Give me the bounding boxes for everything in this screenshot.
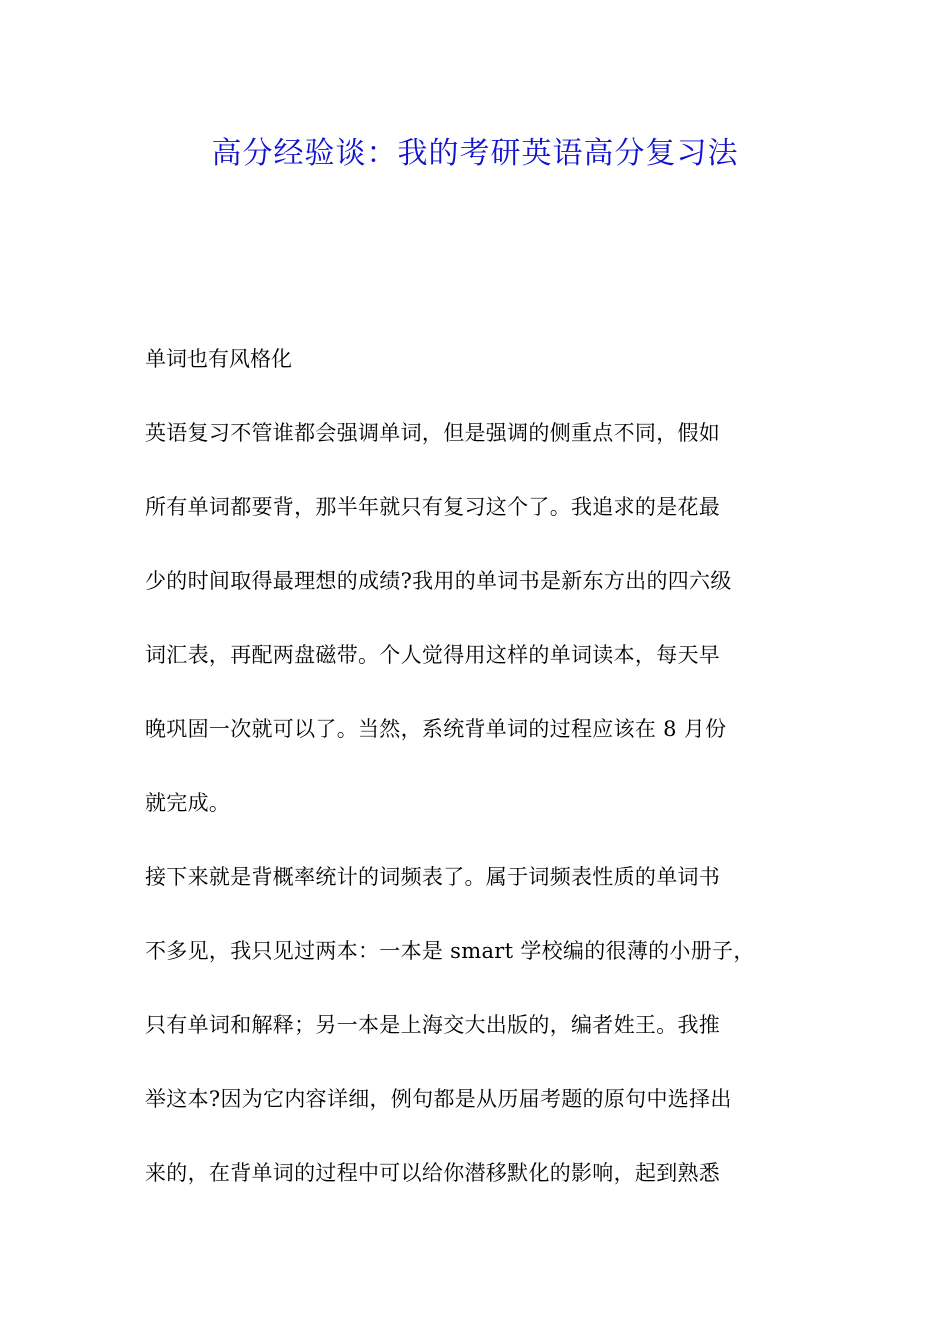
paragraph-line: 只有单词和解释；另一本是上海交大出版的，编者姓王。我推	[145, 1013, 721, 1037]
paragraph-line: 举这本?因为它内容详细，例句都是从历届考题的原句中选择出	[145, 1087, 732, 1111]
paragraph-2	[145, 859, 809, 1192]
paragraph-line: 英语复习不管谁都会强调单词，但是强调的侧重点不同，假如	[145, 421, 721, 445]
paragraph-line: 所有单词都要背，那半年就只有复习这个了。我追求的是花最	[145, 495, 721, 519]
paragraph-line: 不多见，我只见过两本：一本是 smart 学校编的很薄的小册子，	[145, 939, 755, 963]
paragraph-line: 就完成。	[145, 791, 231, 815]
paragraph-1	[145, 415, 809, 822]
paragraph-line: 晚巩固一次就可以了。当然，系统背单词的过程应该在 8 月份	[145, 717, 727, 741]
paragraph-line: 词汇表，再配两盘磁带。个人觉得用这样的单词读本，每天早	[145, 643, 721, 667]
document-body	[145, 341, 809, 1229]
paragraph-line: 少的时间取得最理想的成绩?我用的单词书是新东方出的四六级	[145, 569, 732, 593]
paragraph-line: 接下来就是背概率统计的词频表了。属于词频表性质的单词书	[145, 865, 721, 889]
document-title: 高分经验谈：我的考研英语高分复习法	[211, 136, 739, 171]
section-heading: 单词也有风格化	[145, 347, 292, 371]
paragraph-line: 来的，在背单词的过程中可以给你潜移默化的影响，起到熟悉	[145, 1161, 721, 1185]
